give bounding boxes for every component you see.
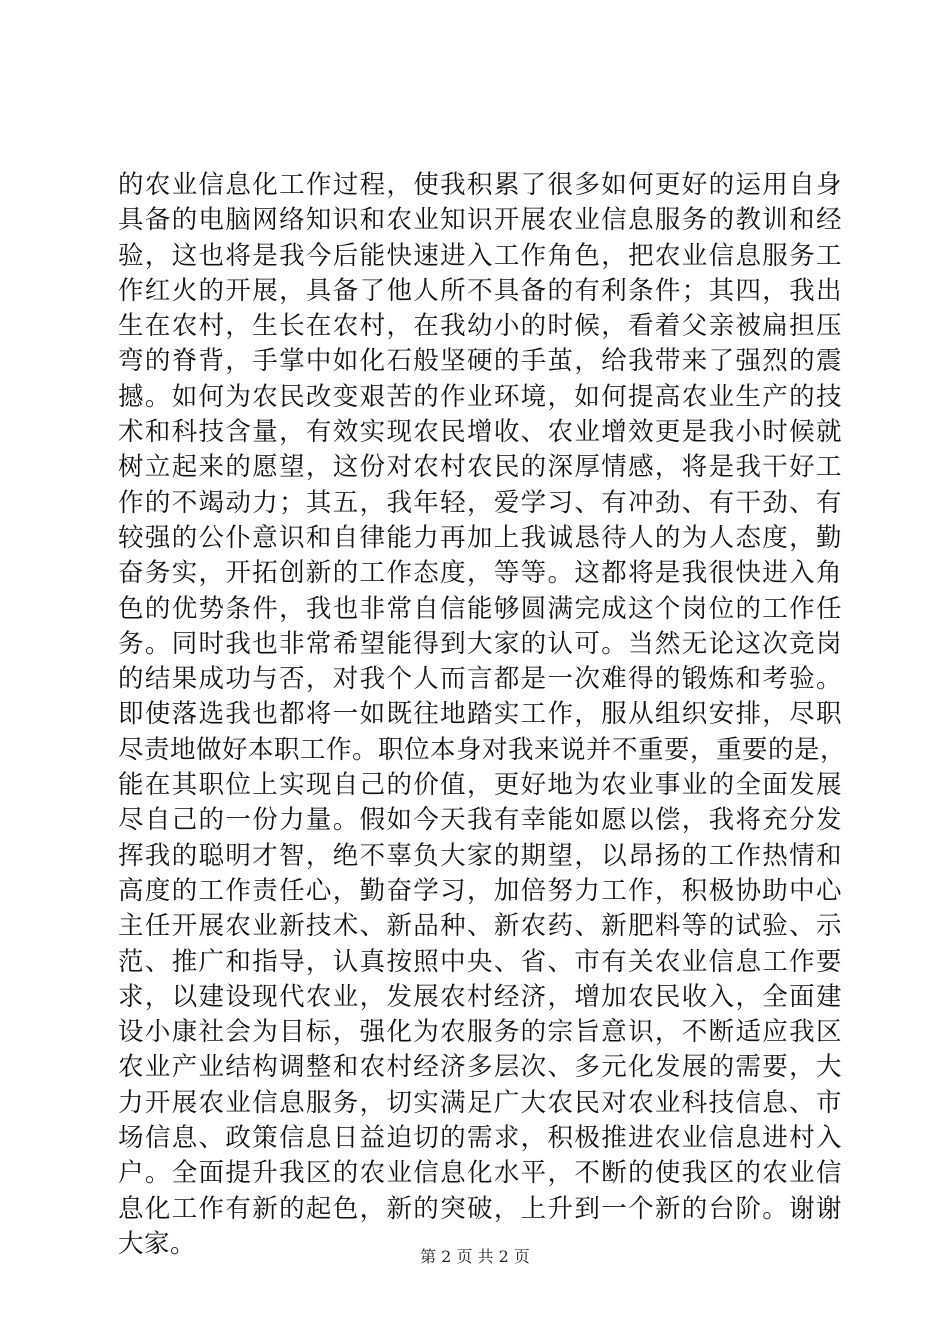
text-line: 挥我的聪明才智，绝不辜负大家的期望，以昂扬的工作热情和: [118, 840, 842, 871]
body-paragraph: [118, 168, 847, 1262]
text-line: 尽自己的一份力量。假如今天我有幸能如愿以偿，我将充分发: [118, 805, 842, 836]
text-line: 求，以建设现代农业，发展农村经济，增加农民收入，全面建: [118, 981, 842, 1012]
text-line: 弯的脊背，手掌中如化石般坚硬的手茧，给我带来了强烈的震: [118, 346, 842, 377]
text-line: 能在其职位上实现自己的价值，更好地为农业事业的全面发展: [118, 770, 842, 801]
text-line: 力开展农业信息服务，切实满足广大农民对农业科技信息、市: [118, 1087, 842, 1118]
text-line: 的农业信息化工作过程，使我积累了很多如何更好的运用自身: [118, 170, 842, 200]
text-line: 的结果成功与否，对我个人而言都是一次难得的锻炼和考验。: [118, 664, 842, 695]
text-line: 验，这也将是我今后能快速进入工作角色，把农业信息服务工: [118, 240, 842, 271]
text-line: 户。全面提升我区的农业信息化水平，不断的使我区的农业信: [118, 1158, 842, 1189]
text-line: 作红火的开展，具备了他人所不具备的有利条件；其四，我出: [118, 275, 842, 306]
text-line: 撼。如何为农民改变艰苦的作业环境，如何提高农业生产的技: [118, 381, 842, 412]
text-line: 作的不竭动力；其五，我年轻，爱学习、有冲劲、有干劲、有: [118, 487, 842, 518]
text-line: 色的优势条件，我也非常自信能够圆满完成这个岗位的工作任: [118, 593, 842, 624]
text-line: 奋务实，开拓创新的工作态度，等等。这都将是我很快进入角: [118, 558, 842, 589]
text-line: 高度的工作责任心，勤奋学习，加倍努力工作，积极协助中心: [118, 875, 842, 906]
text-line: 范、推广和指导，认真按照中央、省、市有关农业信息工作要: [118, 946, 842, 977]
text-line: 术和科技含量，有效实现农民增收、农业增效更是我小时候就: [118, 417, 842, 448]
text-line: 农业产业结构调整和农村经济多层次、多元化发展的需要，大: [118, 1052, 842, 1083]
text-line: 主任开展农业新技术、新品种、新农药、新肥料等的试验、示: [118, 911, 842, 942]
text-line: 树立起来的愿望，这份对农村农民的深厚情感，将是我干好工: [118, 452, 842, 483]
text-line: 场信息、政策信息日益迫切的需求，积极推进农业信息进村入: [118, 1123, 842, 1154]
page-number: 第 2 页 共 2 页: [420, 1247, 530, 1266]
text-line: 较强的公仆意识和自律能力再加上我诚恳待人的为人态度，勤: [118, 522, 842, 553]
text-line: 生在农村，生长在农村，在我幼小的时候，看着父亲被扁担压: [118, 311, 842, 342]
text-line: 息化工作有新的起色，新的突破，上升到一个新的台阶。谢谢: [118, 1193, 842, 1224]
text-line: 即使落选我也都将一如既往地踏实工作，服从组织安排，尽职: [118, 699, 842, 730]
text-line: 具备的电脑网络知识和农业知识开展农业信息服务的教训和经: [118, 205, 842, 236]
text-line: 务。同时我也非常希望能得到大家的认可。当然无论这次竞岗: [118, 628, 842, 659]
text-line: 尽责地做好本职工作。职位本身对我来说并不重要，重要的是，: [118, 734, 847, 765]
text-line: 大家。: [118, 1228, 197, 1259]
text-line: 设小康社会为目标，强化为农服务的宗旨意识，不断适应我区: [118, 1017, 842, 1048]
page-footer: [0, 1246, 950, 1268]
